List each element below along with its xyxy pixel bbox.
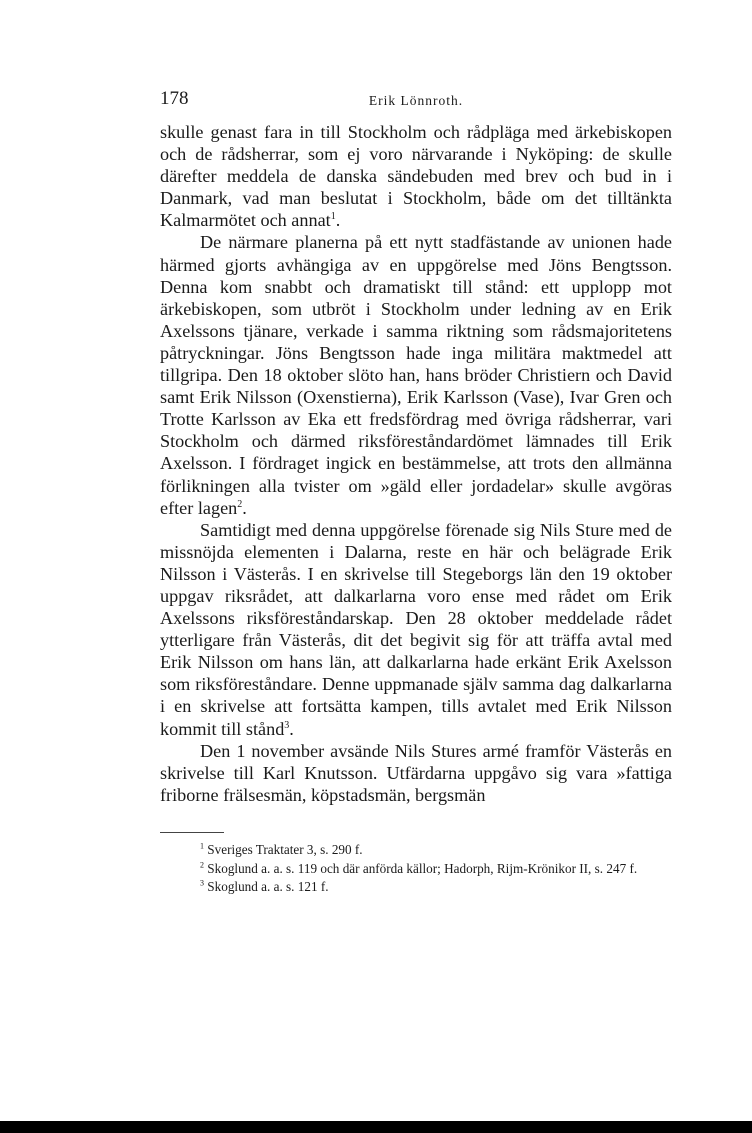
footnote-ref: 3 <box>284 719 290 731</box>
footnote-mark: 2 <box>200 860 204 870</box>
paragraph-tail: . <box>242 497 247 518</box>
footnote-text: Sveriges Traktater 3, s. 290 f. <box>207 842 363 857</box>
footnote-text: Skoglund a. a. s. 119 och där anförda källor; Hadorph, Rijm-Krönikor II, s. 247 f. <box>207 860 638 876</box>
paragraph-text: De närmare planerna på ett nytt stadfästande av unionen hade härmed gjorts avhängiga av en uppgörelse med Jöns Bengtsson. Denna kom snabbt och dramatiskt till stånd: ett upplopp mot ärkebiskopen, som utbröt i Stockholm under ledning av en Erik Axelssons tjänare, verkade i samma riktning som rådsmajoritetens påtryckningar. Jöns Bengtsson hade inga militära maktmedel att tillgripa. Den 18 oktober slöto han, hans bröder Christiern och David samt Erik Nilsson (Oxenstierna), Erik Karlsson (Vase), Ivar Gren och Trotte Karlsson av Eka ett fredsfördrag med övriga rådsherrar, vari Stockholm och därmed riksföreståndardömet lämnades till Erik Axelsson. I fördraget ingick en bestämmelse, att trots den allmänna förlikningen alla tvister om »gäld eller jordadelar» skulle avgöras efter lagen <box>160 232 672 518</box>
footnote-ref: 1 <box>330 211 336 223</box>
footnote-mark: 1 <box>200 841 204 851</box>
paragraph-1 <box>160 121 672 231</box>
footnote <box>160 860 672 879</box>
footnote-divider <box>160 832 224 833</box>
paragraph-text: Den 1 november avsände Nils Stures armé framför Västerås en skrivelse till Karl Knutsson. Utfärdarna uppgåvo sig vara »fattiga friborne frälsesmän, köpstadsmän, bergsmän <box>160 740 672 805</box>
footnote-text: Skoglund a. a. s. 121 f. <box>207 879 329 894</box>
running-head: Erik Lönnroth. <box>368 93 464 108</box>
paragraph-3 <box>160 519 672 740</box>
paragraph-text: skulle genast fara in till Stockholm och rådpläga med ärkebiskopen och de rådsherrar, som ej voro närvarande i Nyköping: de skulle därefter meddela de danska sändebuden med brev och bud in i Danmark, vad man beslutat i Stockholm, både om det tilltänkta Kalmarmötet och annat <box>160 122 672 231</box>
footnotes <box>160 841 672 897</box>
paragraph-text: Samtidigt med denna uppgörelse förenade sig Nils Sture med de missnöjda elementen i Dalarna, reste en här och belägrade Erik Nilsson i Västerås. I en skrivelse till Stegeborgs län den 19 oktober uppgav riksrådet, att dalkarlarna voro ense med rådet om Erik Axelssons riksföreståndarskap. Den 28 oktober meddelade rådet ytterligare från Västerås, dit det begivit sig för att träffa avtal med Erik Nilsson om hans län, att dalkarlarna hade erkänt Erik Axelsson som riksföreståndare. Denne uppmanade själv samma dag dalkarlarna i en skrivelse att fortsätta kampen, tills avtalet med Erik Nilsson kommit till stånd <box>160 519 672 739</box>
scan-border <box>0 1121 752 1133</box>
paragraph-4 <box>160 740 672 806</box>
paragraph-tail: . <box>289 718 294 739</box>
paragraph-2 <box>160 231 672 518</box>
footnote-mark: 3 <box>200 878 204 888</box>
page-header <box>160 88 672 114</box>
footnote-ref: 2 <box>237 498 243 510</box>
footnote <box>160 841 672 860</box>
page-number: 178 <box>160 88 189 109</box>
body-text <box>160 121 672 806</box>
footnote <box>160 878 672 897</box>
paragraph-tail: . <box>335 210 341 231</box>
